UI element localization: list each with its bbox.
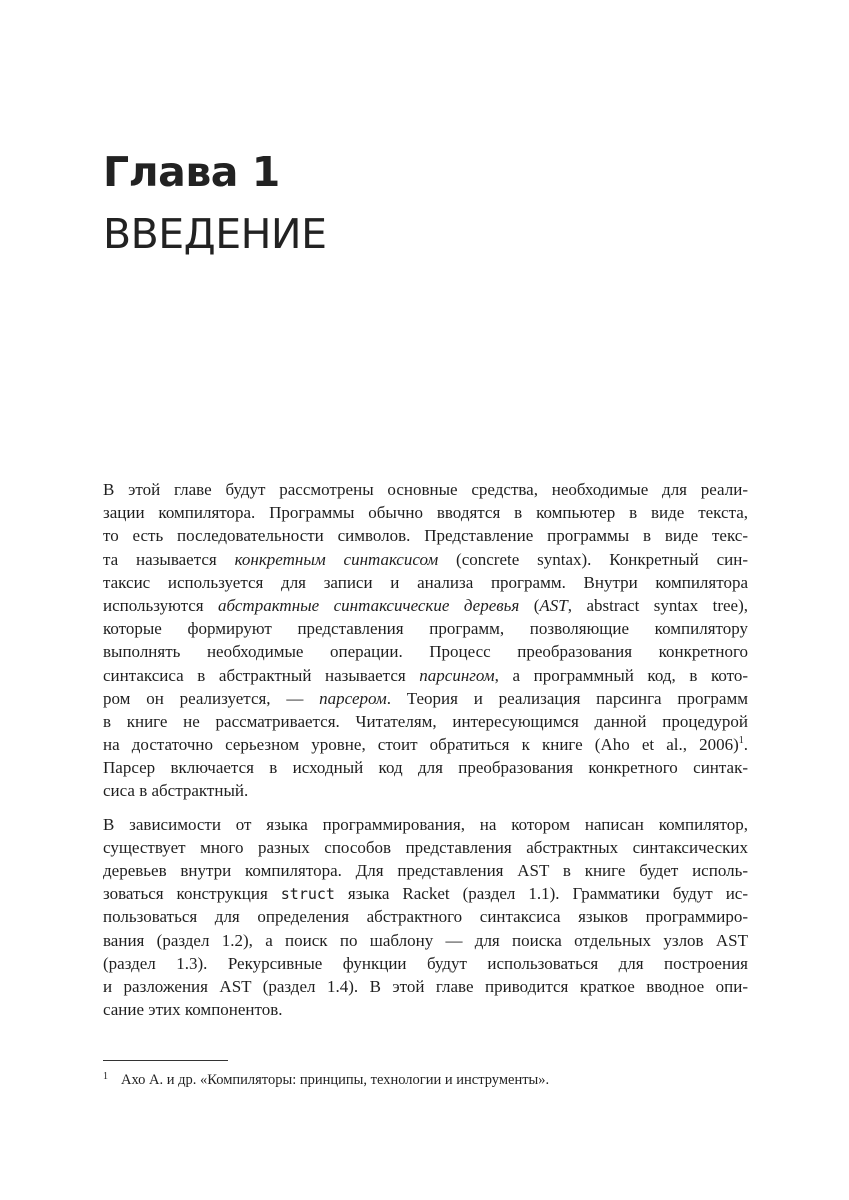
text-line: [103, 952, 748, 975]
code-term: struct: [280, 885, 335, 904]
text-line: [103, 756, 748, 779]
text-line: [103, 882, 748, 905]
text-line: [103, 617, 748, 640]
italic-term: абстрактные синтаксические деревья: [218, 595, 520, 615]
text-segment: в книге не рассматривается. Читателям, интересующимся данной процедурой: [103, 711, 748, 731]
text-line: [103, 813, 748, 836]
text-line: [103, 640, 748, 663]
footnote: [103, 1068, 549, 1089]
text-segment: В зависимости от языка программирования, на котором написан компилятор,: [103, 814, 748, 834]
text-segment: зоваться конструкция: [103, 884, 281, 904]
text-segment: пользоваться для определения абстрактного синтаксиса языков программиро-: [103, 907, 748, 927]
italic-term: парсером: [319, 688, 387, 708]
text-line: [103, 975, 748, 998]
paragraph: [103, 478, 748, 803]
text-segment: (: [519, 595, 540, 615]
text-segment: синтаксиса в абстрактный называется: [103, 665, 420, 685]
text-segment: выполнять необходимые операции. Процесс преобразования конкретного: [103, 642, 748, 662]
italic-term: AST: [539, 595, 568, 615]
text-line: [103, 524, 748, 547]
text-segment: сиса в абстрактный.: [103, 781, 249, 801]
text-segment: которые формируют представления программ, позволяющие компилятору: [103, 619, 748, 639]
body-text: [103, 478, 748, 1021]
text-segment: зации компилятора. Программы обычно вводятся в компьютер в виде текста,: [103, 503, 748, 523]
text-line: [103, 571, 748, 594]
text-segment: ром он реализуется, —: [103, 688, 320, 708]
text-segment: таксис используется для записи и анализа программ. Внутри компилятора: [103, 572, 748, 592]
footnote-divider: [103, 1060, 228, 1061]
text-segment: .: [743, 735, 748, 755]
text-line: [103, 501, 748, 524]
text-segment: вания (раздел 1.2), а поиск по шаблону — для поиска отдельных узлов AST: [103, 930, 748, 950]
text-line: [103, 733, 748, 756]
text-segment: , а программный код, в кото-: [494, 665, 748, 685]
text-segment: языка Racket (раздел 1.1). Грамматики будут ис-: [334, 884, 748, 904]
text-segment: та называется: [103, 549, 235, 569]
footnote-mark: 1: [103, 1071, 108, 1082]
text-segment: деревьев внутри компилятора. Для представления AST в книге будет исполь-: [103, 861, 748, 880]
text-segment: используются: [103, 595, 219, 615]
footnote-text: Ахо А. и др. «Компиляторы: принципы, технологии и инструменты».: [121, 1072, 550, 1088]
text-segment: , abstract syntax tree),: [567, 595, 748, 615]
text-segment: то есть последовательности символов. Представление программы в виде текс-: [103, 526, 748, 546]
text-line: [103, 929, 748, 952]
text-line: [103, 664, 748, 687]
text-line: [103, 998, 748, 1021]
text-segment: (concrete syntax). Конкретный син-: [438, 549, 748, 569]
text-line: [103, 859, 748, 882]
text-line: [103, 548, 748, 571]
chapter-title: ВВЕДЕНИЕ: [103, 210, 327, 258]
text-line: [103, 478, 748, 501]
paragraph: [103, 813, 748, 1022]
text-segment: сание этих компонентов.: [103, 1000, 283, 1020]
text-segment: . Теория и реализация парсинга программ: [386, 688, 748, 708]
text-line: [103, 687, 748, 710]
text-line: [103, 594, 748, 617]
text-segment: на достаточно серьезном уровне, стоит обратиться к книге (Aho et al., 2006): [103, 735, 739, 755]
text-segment: Парсер включается в исходный код для преобразования конкретного синтак-: [103, 758, 748, 778]
text-segment: В этой главе будут рассмотрены основные средства, необходимые для реали-: [103, 480, 748, 499]
chapter-number: Глава 1: [103, 148, 280, 196]
text-line: [103, 836, 748, 859]
italic-term: парсингом: [419, 665, 495, 685]
text-segment: (раздел 1.3). Рекурсивные функции будут использоваться для построения: [103, 953, 748, 973]
text-segment: и разложения AST (раздел 1.4). В этой главе приводится краткое вводное опи-: [103, 976, 748, 996]
text-line: [103, 905, 748, 928]
text-line: [103, 710, 748, 733]
footnote-ref: 1: [738, 735, 744, 747]
text-segment: существует много разных способов представления абстрактных синтаксических: [103, 837, 748, 857]
text-line: [103, 779, 748, 802]
italic-term: конкретным синтаксисом: [234, 549, 439, 569]
